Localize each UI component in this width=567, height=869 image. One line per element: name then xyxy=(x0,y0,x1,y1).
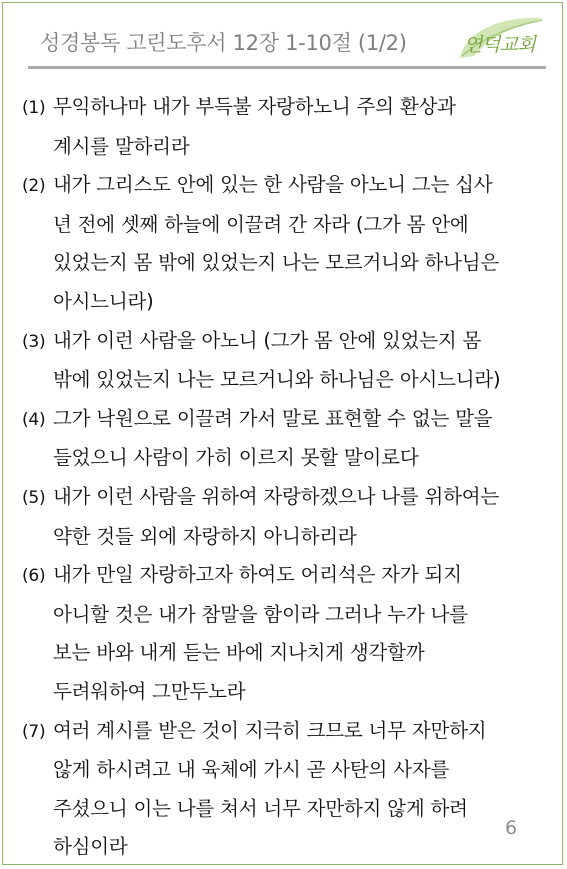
verse-text: 내가 이런 사람을 아노니 (그가 몸 안에 있었는지 몸 xyxy=(53,328,482,352)
verse-text: 보는 바와 내게 듣는 바에 지나치게 생각할까 xyxy=(53,641,425,665)
verse-list xyxy=(22,88,562,867)
verse-block xyxy=(22,166,562,321)
verse-line xyxy=(22,244,562,283)
header-divider xyxy=(28,66,546,69)
verse-line xyxy=(22,400,562,440)
verse-number: (2) xyxy=(22,176,46,197)
verse-line xyxy=(22,828,562,867)
verse-text: 아시느니라) xyxy=(53,289,154,313)
verse-text: 년 전에 셋째 하늘에 이끌려 간 자라 (그가 몸 안에 xyxy=(53,212,469,236)
verse-text: 아니할 것은 내가 참말을 함이라 그러나 누가 나를 xyxy=(53,602,468,626)
verse-line xyxy=(22,712,562,752)
verse-line xyxy=(22,790,562,829)
verse-text: 주셨으니 이는 나를 쳐서 너무 자만하지 않게 하려 xyxy=(53,796,468,820)
verse-number: (6) xyxy=(22,566,46,587)
verse-text: 두려워하여 그만두노라 xyxy=(53,679,246,703)
verse-line xyxy=(22,596,562,635)
verse-text: 내가 이런 사람을 위하여 자랑하겠으나 나를 위하여는 xyxy=(53,484,500,508)
verse-line xyxy=(22,206,562,245)
verse-line xyxy=(22,556,562,596)
verse-text: 내가 그리스도 안에 있는 한 사람을 아노니 그는 십사 xyxy=(53,173,493,197)
verse-number: (3) xyxy=(22,331,46,352)
verse-block xyxy=(22,556,562,711)
verse-line xyxy=(22,166,562,206)
verse-block xyxy=(22,322,562,400)
verse-text: 약한 것들 외에 자랑하지 아니하리라 xyxy=(53,524,357,548)
verse-block xyxy=(22,400,562,478)
verse-line xyxy=(22,478,562,518)
verse-text: 않게 하시려고 내 육체에 가시 곧 사탄의 사자를 xyxy=(53,758,450,782)
verse-block xyxy=(22,712,562,867)
verse-text: 계시를 말하리라 xyxy=(53,134,190,158)
verse-line xyxy=(22,361,562,400)
verse-line xyxy=(22,88,562,128)
verse-text: 있었는지 몸 밖에 있었는지 나는 모르거니와 하나님은 xyxy=(53,251,500,275)
verse-line xyxy=(22,634,562,673)
church-logo xyxy=(452,12,552,64)
verse-text: 하심이라 xyxy=(53,835,128,859)
verse-line xyxy=(22,128,562,167)
logo-text: 연덕교회 xyxy=(464,34,536,56)
verse-block xyxy=(22,478,562,556)
verse-block xyxy=(22,88,562,166)
verse-text: 내가 만일 자랑하고자 하여도 어리석은 자가 되지 xyxy=(53,563,462,587)
verse-line xyxy=(22,439,562,478)
verse-text: 무익하나마 내가 부득불 자랑하노니 주의 환상과 xyxy=(53,95,456,118)
verse-line xyxy=(22,322,562,362)
verse-text: 여러 계시를 받은 것이 지극히 크므로 너무 자만하지 xyxy=(53,718,487,742)
verse-line xyxy=(22,751,562,790)
verse-text: 들었으니 사람이 가히 이르지 못할 말이로다 xyxy=(53,446,419,470)
verse-number: (7) xyxy=(22,721,46,742)
verse-number: (1) xyxy=(22,98,46,118)
verse-text: 밖에 있었는지 나는 모르거니와 하나님은 아시느니라) xyxy=(53,368,501,392)
verse-line xyxy=(22,518,562,557)
verse-line xyxy=(22,283,562,322)
verse-number: (4) xyxy=(22,409,46,430)
verse-number: (5) xyxy=(22,487,46,508)
verse-text: 그가 낙원으로 이끌려 가서 말로 표현할 수 없는 말을 xyxy=(53,406,493,430)
slide-title: 성경봉독 고린도후서 12장 1-10절 (1/2) xyxy=(40,31,407,55)
page-number: 6 xyxy=(505,817,518,839)
verse-line xyxy=(22,673,562,712)
